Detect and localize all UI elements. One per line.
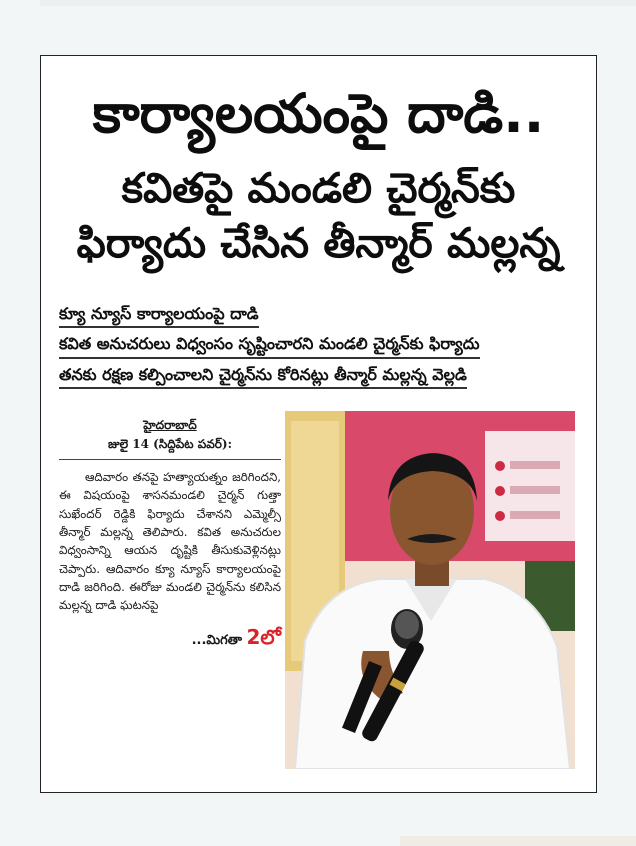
dateline-rule (59, 459, 281, 460)
headline-line-3: ఫిర్యాదు చేసిన తీన్మార్ మల్లన్న (76, 219, 561, 267)
top-strip (40, 0, 636, 6)
headline-line-1: కార్యాలయంపై దాడి.. (92, 82, 545, 145)
continuation-page: 2లో (246, 625, 281, 650)
news-clipping (40, 55, 597, 793)
subhead-3: తనకు రక్షణ కల్పించాలని చైర్మన్‌ను కోరినట్లు తీన్మార్ మల్లన్న వెల్లడి (59, 366, 467, 389)
subhead-1: క్యూ న్యూస్ కార్యాలయంపై దాడి (59, 305, 259, 328)
bottom-strip (400, 836, 636, 846)
subheads (59, 304, 579, 395)
dateline-date: జులై 14 (సిద్దిపేట పవర్): (107, 436, 232, 451)
speaker-photo (285, 411, 575, 769)
speaker-illustration (285, 411, 575, 769)
article-body: ఆదివారం తనపై హత్యాయత్నం జరిగిందని, ఈ విషయంపై శాసనమండలి చైర్మన్ గుత్తా సుఖేందర్ రెడ్డికి ఫిర్యాదు చేశానని ఎమ్మెల్సీ తీన్మార్ మల్లన్న తెలిపారు. కవిత అనుచరుల విధ్వంసాన్ని ఆయన దృష్టికి తీసుకువెళ్లినట్లు చెప్పారు. ఆదివారం క్యూ న్యూస్ కార్యాలయంపై దాడి జరిగింది. ఈరోజు మండలి చైర్మన్‌ను కలిసిన మల్లన్న దాడి ఘటనపై (59, 470, 281, 613)
dateline-city: హైదరాబాద్ (143, 418, 197, 432)
continuation-label: ...మిగతా (191, 633, 242, 649)
article-column (59, 416, 281, 776)
headline-line-2: కవితపై మండలి చైర్మన్‌కు (121, 164, 516, 212)
continuation (59, 622, 281, 653)
subhead-2: కవిత అనుచరులు విధ్వంసం సృష్టించారని మండలి చైర్మన్‌కు ఫిర్యాదు (59, 335, 480, 358)
dateline (59, 416, 281, 453)
